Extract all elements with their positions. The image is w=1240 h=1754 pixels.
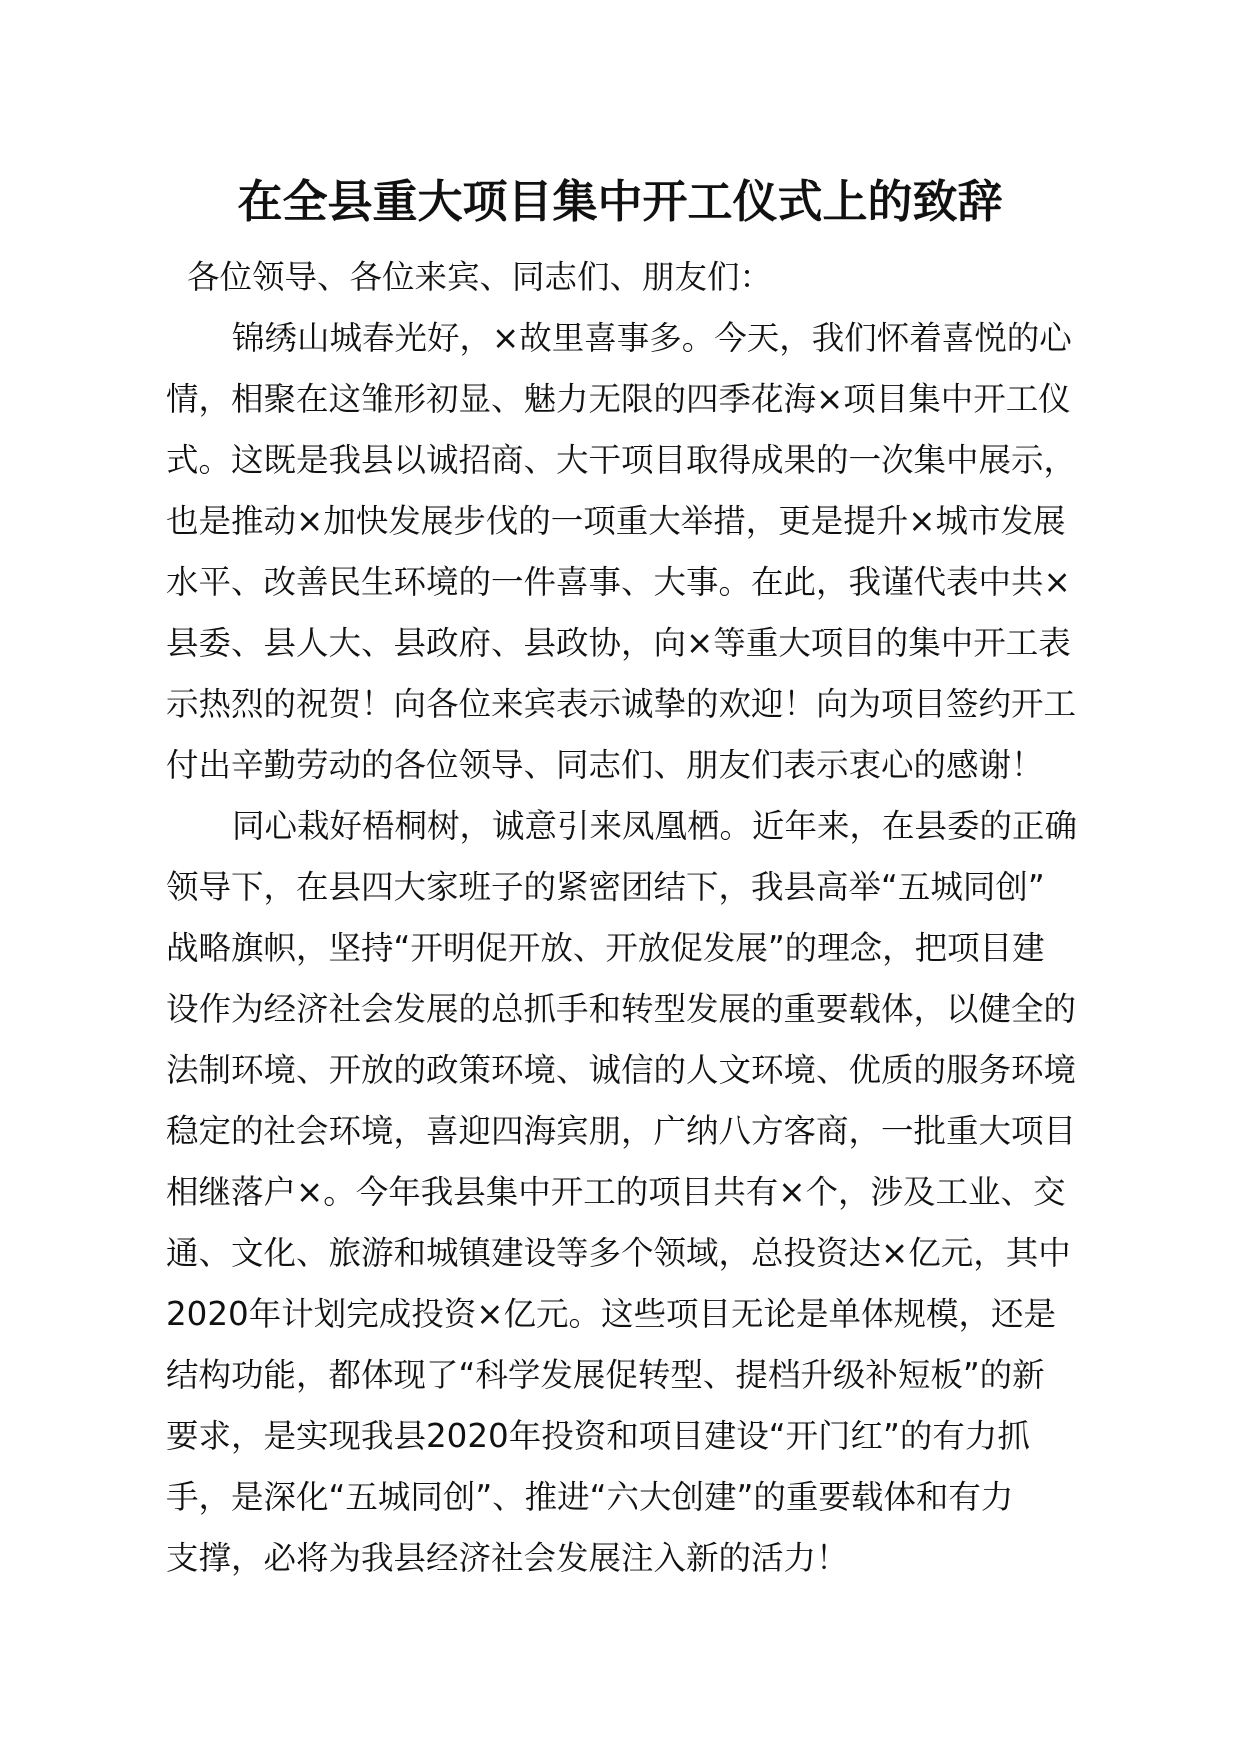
paragraph-line: 支撑，必将为我县经济社会发展注入新的活力！	[166, 1539, 849, 1577]
paragraph-line: 要求，是实现我县2020年投资和项目建设“开门红”的有力抓	[166, 1417, 1030, 1455]
paragraph-line: 同心栽好梧桐树，诚意引来凤凰栖。近年来，在县委的正确	[232, 807, 1078, 845]
greeting-line: 各位领导、各位来宾、同志们、朋友们：	[187, 258, 773, 296]
paragraph-line: 稳定的社会环境，喜迎四海宾朋，广纳八方客商，一批重大项目	[166, 1112, 1077, 1150]
paragraph-line: 通、文化、旅游和城镇建设等多个领域，总投资达×亿元，其中	[166, 1234, 1071, 1272]
paragraph-line: 水平、改善民生环境的一件喜事、大事。在此，我谨代表中共×	[166, 563, 1071, 601]
paragraph-line: 设作为经济社会发展的总抓手和转型发展的重要载体，以健全的	[166, 990, 1077, 1028]
document-body	[166, 247, 1108, 1589]
paragraph-line: 式。这既是我县以诚招商、大干项目取得成果的一次集中展示，	[166, 441, 1077, 479]
paragraph-line: 也是推动×加快发展步伐的一项重大举措，更是提升×城市发展	[166, 502, 1066, 540]
paragraph-line: 结构功能，都体现了“科学发展促转型、提档升级补短板”的新	[166, 1356, 1045, 1394]
paragraph-2	[166, 796, 1108, 1589]
paragraph-line: 县委、县人大、县政府、县政协，向×等重大项目的集中开工表	[166, 624, 1071, 662]
paragraph-line: 战略旗帜，坚持“开明促开放、开放促发展”的理念，把项目建	[166, 929, 1045, 967]
paragraph-line: 手，是深化“五城同创”、推进“六大创建”的重要载体和有力	[166, 1478, 1014, 1516]
paragraph-1	[166, 308, 1108, 796]
paragraph-line: 付出辛勤劳动的各位领导、同志们、朋友们表示衷心的感谢！	[166, 746, 1044, 784]
document-title: 在全县重大项目集中开工仪式上的致辞	[237, 175, 1003, 228]
paragraph-line: 情，相聚在这雏形初显、魅力无限的四季花海×项目集中开工仪	[166, 380, 1071, 418]
paragraph-line: 示热烈的祝贺！向各位来宾表示诚挚的欢迎！向为项目签约开工	[166, 685, 1077, 723]
paragraph-line: 2020年计划完成投资×亿元。这些项目无论是单体规模，还是	[166, 1295, 1056, 1333]
paragraph-line: 法制环境、开放的政策环境、诚信的人文环境、优质的服务环境	[166, 1051, 1077, 1089]
paragraph-line: 相继落户×。今年我县集中开工的项目共有×个，涉及工业、交	[166, 1173, 1066, 1211]
paragraph-line: 领导下，在县四大家班子的紧密团结下，我县高举“五城同创”	[166, 868, 1045, 906]
paragraph-line: 锦绣山城春光好，×故里喜事多。今天，我们怀着喜悦的心	[232, 319, 1072, 357]
